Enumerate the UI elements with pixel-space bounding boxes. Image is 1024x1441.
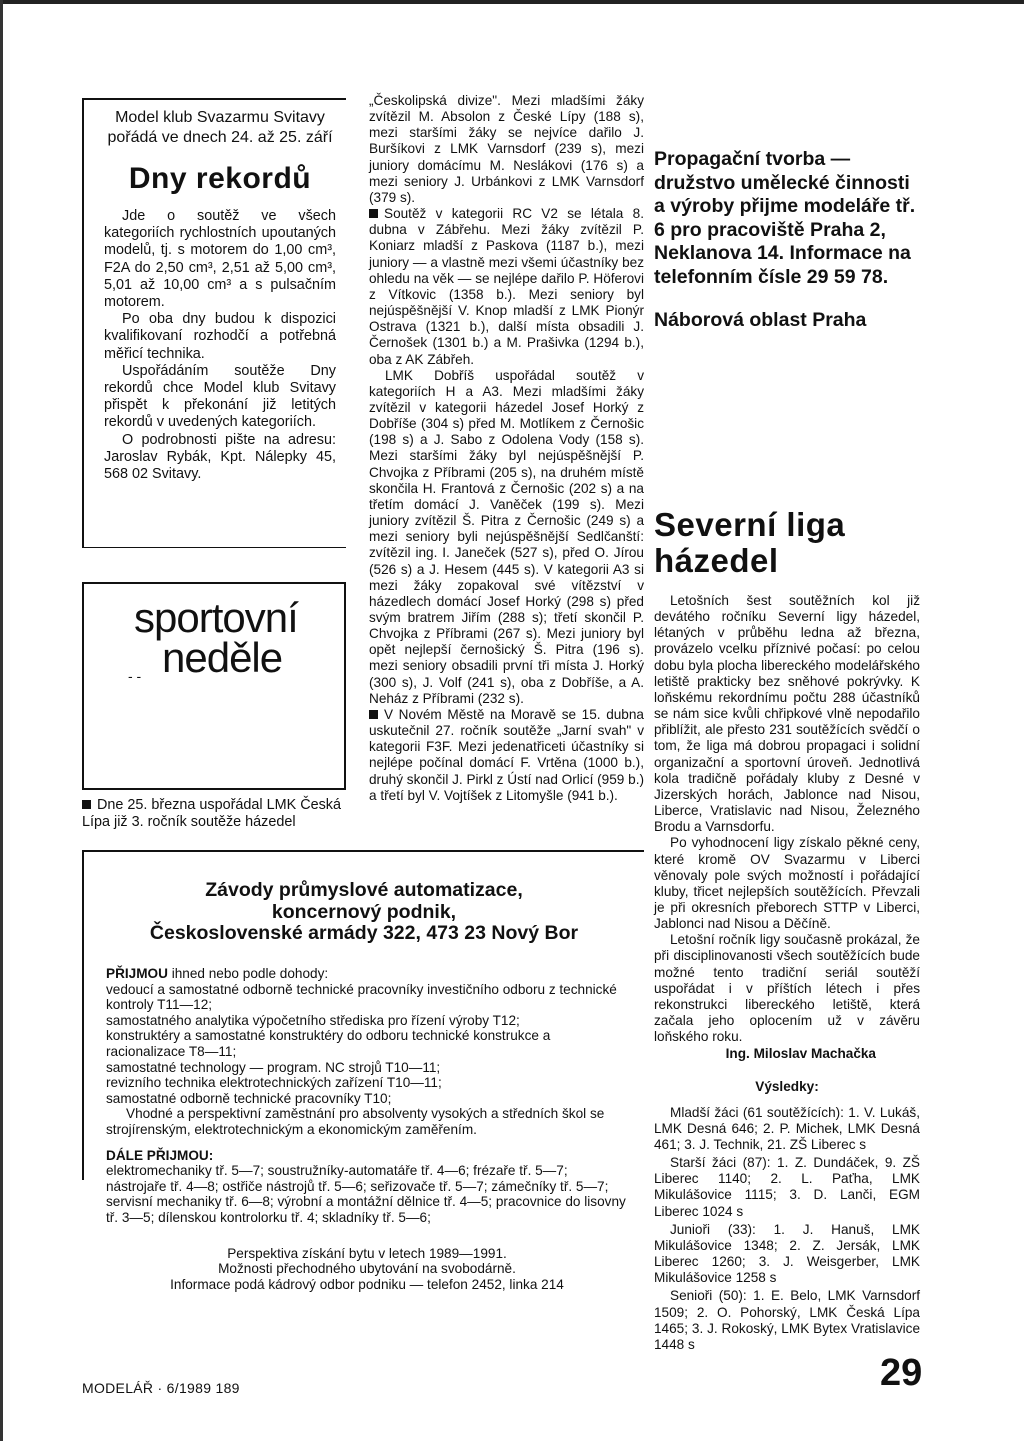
result-item: Senioři (50): 1. E. Belo, LMK Varnsdorf 1509; 2. O. Pohorský, LMK Česká Lípa 1465; 3. J. Rokoský, LMK Bytex Vratislavice 1448 s (654, 1288, 920, 1352)
article-title (654, 507, 920, 579)
ad-line: konstruktéry a samostatné konstruktéry do odboru technické konstrukce a racionalizace T8—11; (106, 1028, 551, 1059)
paragraph: Letošních šest soutěžních kol již devátého ročníku Severní ligy házedel, létaných v průběhu ledna až března, provázelo vcelku příznivé počasí: po celou dobu byla plocha libereckého modelářského letiště prakticky bez sněhové pokrývky. K loňskému rekordnímu počtu 288 účastníků se nám sice kvůli chřipkové vlně nepodařilo přiblížit, ale přesto 231 soutěžících svědčí o tom, že liga má dobrou propagaci i solidní organizační a sportovní úroveň. Jednotlivá kola tradičně pořádaly kluby z Desné v Jizerských horách, Jablonce nad Nisou, Liberce, Vratislavic nad Nisou, Železného Brodu a Varnsdorfu. (654, 593, 920, 835)
middle-column (369, 93, 644, 804)
result-item: Mladší žáci (61 soutěžících): 1. V. Lukáš, LMK Desná 646; 2. P. Michek, LMK Desná 461; 3. J. Technik, 21. ZŠ Liberec s (654, 1104, 920, 1152)
job-advertisement (82, 850, 644, 1292)
paragraph: Po oba dny budou k dispozici kvalifikovaní rozhodčí a potřebná měřicí technika. (104, 311, 336, 362)
paragraph (369, 707, 644, 804)
results-heading: Výsledky: (755, 1078, 819, 1094)
paragraph-text: V Novém Městě na Moravě se 15. dubna uskutečnil 27. ročník soutěže „Jarní svah" v kategorii F3F. Mezi jedenatřiceti účastníky si nejlépe počínal domácí F. Vrtěna (1000 b.), druhý skončil J. Pirkl z Ústí nad Orlicí (959 b.) a třetí byl V. Vojtíšek z Litomyšle (941 b.). (369, 706, 644, 803)
title-line-2: házedel (654, 542, 779, 579)
ad-heading-line: Závody průmyslové automatizace, (205, 879, 523, 901)
ad-label: DÁLE PŘIJMOU: (106, 1147, 214, 1163)
paragraph: Po vyhodnocení ligy získalo pěkné ceny, které kromě OV Svazarmu v Liberci věnovaly pole svých možností i pořádající kluby, třicet nejlepších soutěžících. Převzali je při okresních přeborech STTP v Liberci, Jablonci nad Nisou a Děčíně. (654, 835, 920, 932)
ad-footer-line: Informace podá kádrový odbor podniku — telefon 2452, linka 214 (170, 1276, 564, 1292)
promo-text: Propagační tvorba — družstvo umělecké činnosti a výroby přijme modeláře tř. 6 pro pracoviště Praha 2, Neklanova 14. Informace na telefonním čísle 29 59 78. (654, 148, 916, 288)
bullet-square-icon (369, 710, 378, 719)
title-line-1: Severní liga (654, 506, 846, 543)
ad-line: samostatné odborně technické pracovníky T10; (106, 1090, 392, 1106)
ad-label-line (106, 1148, 628, 1164)
paragraph: O podrobnosti pište na adresu: Jaroslav Rybák, Kpt. Nálepky 45, 568 02 Svitavy. (104, 431, 336, 483)
ad-line: samostatné technology — program. NC strojů T10—11; (106, 1059, 441, 1075)
ad-line: revizního technika elektrotechnických zařízení T10—11; (106, 1075, 442, 1091)
author-signature: Ing. Miloslav Machačka (725, 1046, 876, 1062)
logo-line-1: sportovní (134, 594, 298, 641)
ad-footer-line: Možnosti přechodného ubytování na svobodárně. (218, 1261, 516, 1277)
article-body (654, 593, 920, 1353)
box-body (104, 208, 336, 483)
left-article-start (82, 797, 348, 831)
severni-liga-article (654, 507, 920, 1355)
page-number: 29 (880, 1352, 923, 1394)
bullet-square-icon (82, 800, 91, 809)
ad-line: vedoucí a samostatné odborně technické pracovníky investičního odboru z technické kontroly T11—12; (106, 981, 617, 1013)
logo-line-2: neděle (162, 634, 283, 681)
sportovni-nedele-logo (82, 582, 346, 790)
article-text: Dne 25. března uspořádal LMK Česká Lípa již 3. ročník soutěže házedel (82, 797, 341, 830)
box-heading: Model klub Svazarmu Svitavy pořádá ve dnech 24. až 25. září (107, 109, 333, 146)
top-rule (0, 0, 1024, 4)
promo-block (654, 148, 920, 353)
page-footer: MODELÁŘ · 6/1989 189 (82, 1380, 240, 1396)
paragraph: Letošní ročník ligy současně prokázal, že při disciplinovanosti všech soutěžících bude možné tento tradiční seriál soutěží uspořádat i v příštích létech i přes rekonstrukci libereckého letiště, která začala jeho oplocením už v závěru loňského roku. (654, 932, 920, 1045)
left-edge (0, 0, 3, 1441)
promo-text-2: Náborová oblast Praha (654, 309, 867, 331)
dny-rekordu-box (82, 98, 346, 548)
ad-heading-line: koncernový podnik, (271, 900, 457, 923)
paragraph: LMK Dobříš uspořádal soutěž v kategoriích H a A3. Mezi mladšími žáky zvítězil v kategorii házedel Josef Horký z Dobříše (304 s) před M. Motlíkem z Černošic (198 s) a J. Sabo z Odolena Vody (158 s). Mezi staršími žáky byl nejúspěšnější P. Chvojka z Příbrami (205 s), na druhém místě skončila H. Frantová z Černošic (202 s) a na třetím domácí J. Vaněček (199 s). Mezi juniory zvítězil Š. Pitra z Černošic (249 s) a mezi seniory byli nejúspěšnější Sedlčanští: zvítězil ing. I. Janeček (527 s), před O. Jírou (526 s) a J. Hesem (445 s). V kategorii A3 si mezi žáky zopakoval své vítězství v házedlech domácí Josef Horký (298 s) před svým bratrem Jiřím (288 s); třetí skončil P. Chvojka z Příbrami (267 s). Mezi juniory byl opět nejlepší černošický Š. Pitra (196 s). mezi seniory obsadili první tři místa J. Horký (300 s), J. Volf (241 s), oba z Dobříše, a A. Neház z Příbrami (232 s). (369, 367, 644, 706)
ad-line (106, 966, 628, 982)
ad-text: ihned nebo podle dohody: (167, 966, 329, 981)
ad-label: PŘIJMOU (106, 966, 168, 981)
paragraph: Jde o soutěž ve všech kategoriích rychlostních upoutaných modelů, tj. s motorem do 1,00 cm³, F2A do 2,50 cm³, 2,51 až 5,00 cm³, 5,01 až 10,00 cm³ a s pulsačním motorem. (104, 208, 336, 311)
ad-line: elektromechaniky tř. 5—7; soustružníky-automatáře tř. 4—6; frézaře tř. 5—7; nástrojaře tř. 4—8; ostřiče nástrojů tř. 5—6; seřizovače tř. 5—7; zámečníky tř. 5—7; servisní mechaniky tř. 6—8; výrobní a montážní dělnice tř. 4—5; pracovnice do lisovny tř. 3—5; dílenskou kontrolorku tř. 4; skladníky tř. 5—6; (106, 1163, 626, 1225)
results-list (654, 1105, 920, 1353)
ad-heading-line: Československé armády 322, 473 23 Nový Bor (149, 922, 579, 944)
ad-line: samostatného analytika výpočetního střediska pro řízení výroby T12; (106, 1012, 520, 1028)
paragraph (369, 206, 644, 368)
bullet-square-icon (369, 209, 378, 218)
ad-line: Vhodné a perspektivní zaměstnání pro absolventy vysokých a středních škol se strojírenským, elektrotechnickým a ekonomickým zaměřením. (106, 1106, 605, 1137)
box-title: Dny rekordů (128, 162, 312, 195)
result-item: Junioři (33): 1. J. Hanuš, LMK Mikulášovice 1348; 2. Z. Jersák, LMK Liberec 1260; 3. J. Weisgerber, LMK Mikulášovice 1258 s (654, 1221, 920, 1286)
ad-footer-line: Perspektiva získání bytu v letech 1989—1991. (227, 1245, 507, 1261)
ad-body (106, 966, 628, 1292)
paragraph: „Českolipská divize". Mezi mladšími žáky zvítězil M. Absolon z České Lípy (188 s), mezi staršími žáky se nejvíce dařilo J. Buršíkovi z LMK Varnsdorf (239 s), mezi juniory domácímu M. Neslákovi (176 s) a mezi seniory J. Urbánkovi z LMK Varnsdorf (379 s). (369, 93, 644, 205)
paragraph: Uspořádáním soutěže Dny rekordů chce Model klub Svitavy přispět k překonání již letitých rekordů v uvedených kategoriích. (104, 362, 336, 431)
logo-dots: - - (128, 668, 142, 684)
result-item: Starší žáci (87): 1. Z. Dundáček, 9. ZŠ Liberec 1140; 2. L. Paťha, LMK Mikulášovice 1115; 3. D. Lanči, EGM Liberec 1024 s (654, 1155, 920, 1219)
ad-heading (84, 880, 644, 945)
paragraph-text: Soutěž v kategorii RC V2 se létala 8. dubna v Zábřehu. Mezi žáky zvítězil P. Koniarz mladší z Paskova (1187 b.), mezi juniory — a vlastně mezi všemi účastníky bez ohledu na věk — se nejlépe dařilo P. Höferovi z Vítkovic (1358 b.). Mezi seniory byl nejúspěšnější V. Knop mladší z LMK Pionýr Ostrava (1321 b.), další místa obsadili J. Černošek (1301 b.) a M. Prašivka (1294 b.), oba z AK Zábřeh. (369, 206, 644, 367)
